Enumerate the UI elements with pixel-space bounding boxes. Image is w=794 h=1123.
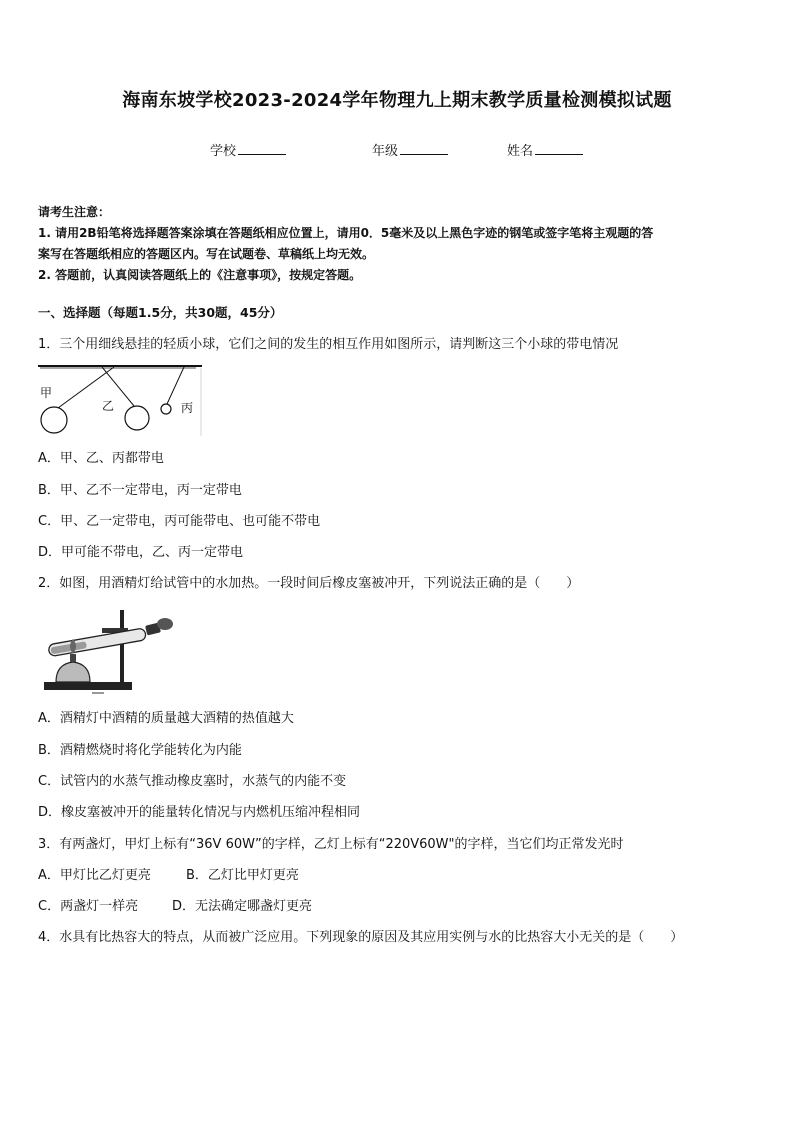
question-1-stem: 1．三个用细线悬挂的轻质小球，它们之间的发生的相互作用如图所示，请判断这三个小球的带电情况 (38, 337, 619, 352)
question-3-option-b: B．乙灯比甲灯更亮 (186, 868, 299, 883)
question-2-stem: 2．如图，用酒精灯给试管中的水加热。一段时间后橡皮塞被冲开，下列说法正确的是（ ） (38, 576, 580, 591)
ball-jia (41, 407, 67, 433)
thread-bing (167, 367, 184, 404)
label-yi: 乙 (102, 399, 115, 413)
question-1-option-d: D．甲可能不带电，乙、丙一定带电 (38, 545, 244, 560)
question-3-option-d: D．无法确定哪盏灯更亮 (172, 899, 313, 914)
test-tube (48, 628, 147, 657)
question-1-option-a: A．甲、乙、丙都带电 (38, 451, 164, 466)
question-2-option-a: A．酒精灯中酒精的质量越大酒精的热值越大 (38, 711, 294, 726)
question-2-option-b: B．酒精燃烧时将化学能转化为内能 (38, 743, 242, 758)
question-1-figure (36, 360, 204, 438)
grade-blank (400, 142, 448, 155)
grade-label: 年级 (372, 144, 399, 159)
question-2-figure (40, 606, 176, 698)
name-label: 姓名 (507, 144, 534, 159)
question-2-option-c: C．试管内的水蒸气推动橡皮塞时，水蒸气的内能不变 (38, 774, 347, 789)
notes-item-2: 2. 答题前，认真阅读答题纸上的《注意事项》，按规定答题。 (38, 268, 362, 282)
label-jia: 甲 (40, 386, 53, 400)
rubber-stopper (145, 618, 173, 636)
exam-title: 海南东坡学校2023-2024学年物理九上期末教学质量检测模拟试题 (122, 90, 672, 111)
question-4-stem: 4．水具有比热容大的特点，从而被广泛应用。下列现象的原因及其应用实例与水的比热容大小无关的是（ ） (38, 930, 684, 945)
question-1-option-b: B．甲、乙不一定带电，丙一定带电 (38, 483, 242, 498)
section-heading: 一、选择题（每题1.5分，共30题，45分） (38, 305, 283, 320)
stand-rod (120, 610, 124, 684)
ball-yi (125, 406, 149, 430)
question-3-stem: 3．有两盏灯，甲灯上标有“36V 60W”的字样，乙灯上标有“220V60W"的字样，当它们均正常发光时 (38, 837, 624, 852)
school-label: 学校 (210, 144, 237, 159)
name-blank (535, 142, 583, 155)
name-field (507, 140, 583, 159)
question-3-option-a: A．甲灯比乙灯更亮 (38, 868, 151, 883)
school-field (210, 140, 286, 159)
exam-notes (38, 202, 758, 286)
question-3-option-c: C．两盏灯一样亮 (38, 899, 139, 914)
caption-mark (92, 692, 104, 694)
school-blank (238, 142, 286, 155)
grade-field (372, 140, 448, 159)
question-1-option-c: C．甲、乙一定带电，丙可能带电、也可能不带电 (38, 514, 321, 529)
stand-base (44, 682, 132, 690)
notes-item-1-line-2: 案写在答题纸相应的答题区内。写在试题卷、草稿纸上均无效。 (38, 247, 375, 261)
question-2-option-d: D．橡皮塞被冲开的能量转化情况与内燃机压缩冲程相同 (38, 805, 361, 820)
notes-item-1-line-1: 1. 请用2B铅笔将选择题答案涂填在答题纸相应位置上，请用0．5毫米及以上黑色字迹的钢笔或签字笔将主观题的答 (38, 226, 654, 240)
notes-heading: 请考生注意： (38, 205, 111, 219)
label-bing: 丙 (181, 401, 194, 415)
ball-bing (161, 404, 171, 414)
